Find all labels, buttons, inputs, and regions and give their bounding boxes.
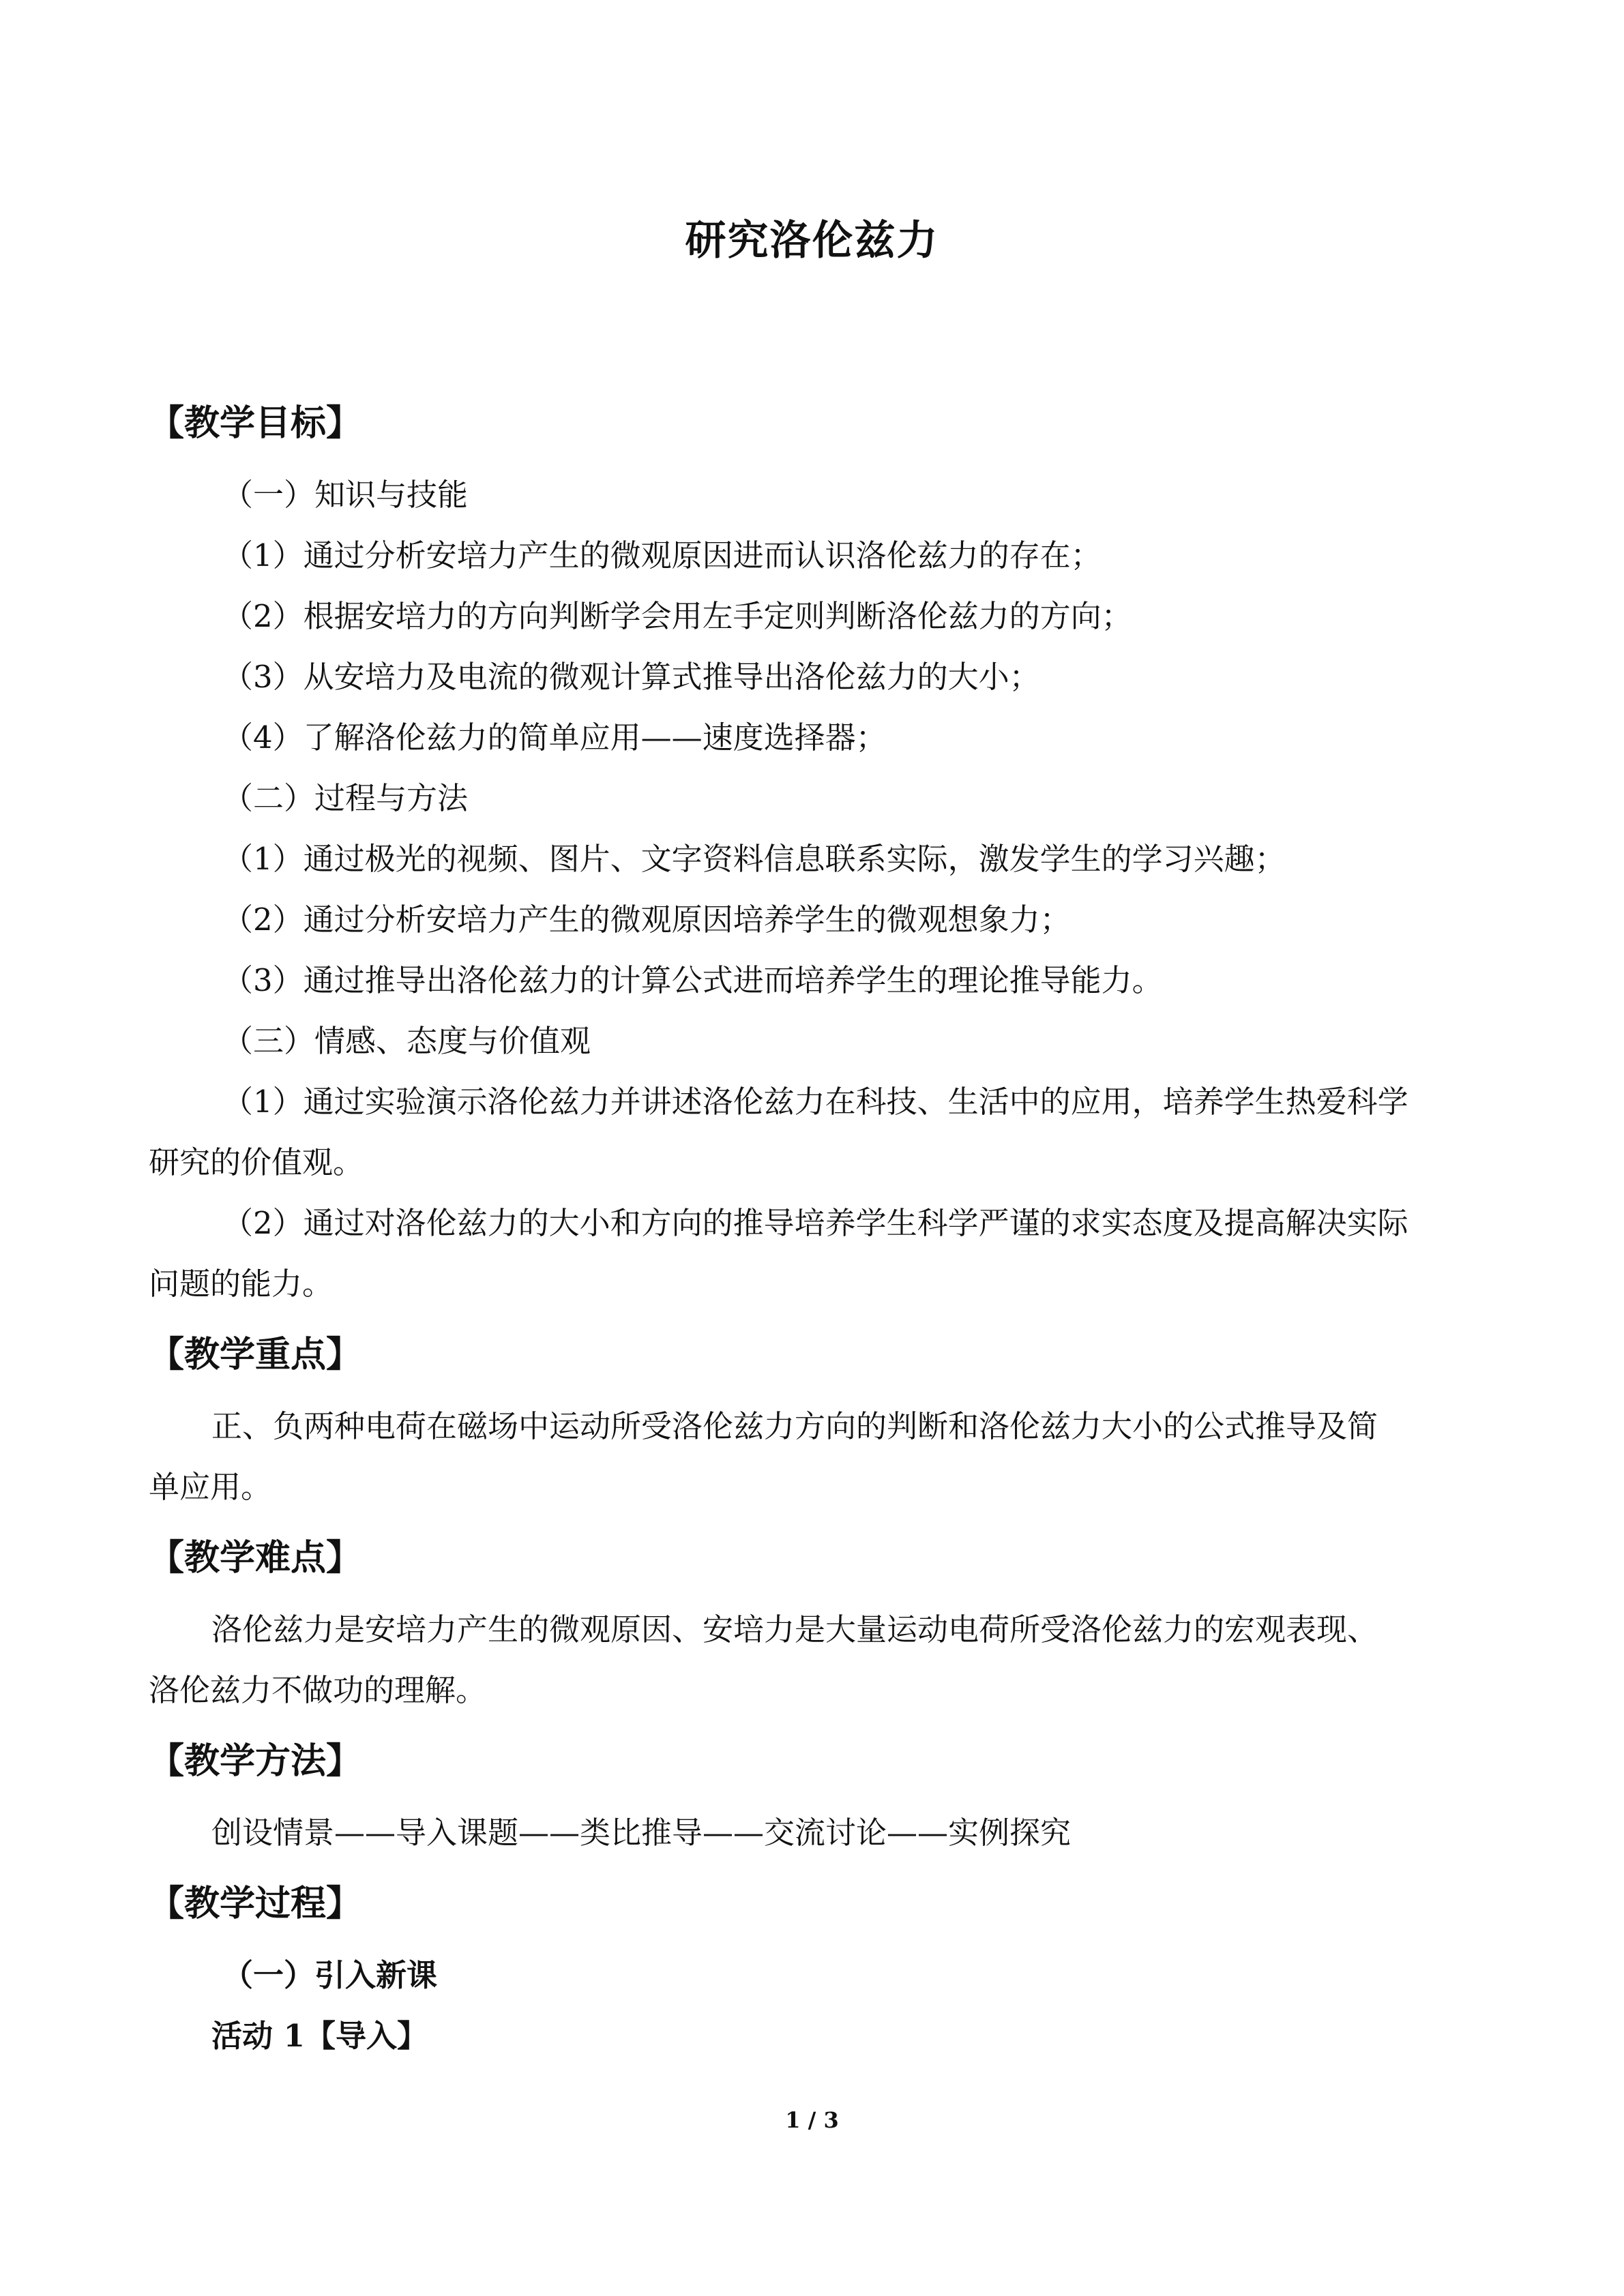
- page-number: 1 / 3: [785, 2107, 839, 2133]
- objectives-line: （4）了解洛伦兹力的简单应用——速度选择器；: [222, 719, 887, 756]
- objectives-line: （3）通过推导出洛伦兹力的计算公式进而培养学生的理论推导能力。: [222, 962, 1163, 998]
- objectives-line: （1）通过分析安培力产生的微观原因进而认识洛伦兹力的存在；: [222, 537, 1102, 573]
- objectives-line: 研究的价值观。: [149, 1144, 364, 1180]
- objectives-heading: 【教学目标】: [149, 403, 362, 444]
- objectives-line: （2）通过对洛伦兹力的大小和方向的推导培养学生科学严谨的求实态度及提高解决实际: [222, 1205, 1408, 1241]
- difficulties-line: 洛伦兹力不做功的理解。: [149, 1672, 487, 1708]
- key-points-heading: 【教学重点】: [149, 1335, 362, 1375]
- objectives-line: （三）情感、态度与价值观: [222, 1023, 591, 1059]
- objectives-line: （2）根据安培力的方向判断学会用左手定则判断洛伦兹力的方向；: [222, 598, 1132, 634]
- process-activity: 活动 1【导入】: [211, 2018, 428, 2054]
- process-subheading: （一）引入新课: [222, 1957, 438, 1993]
- objectives-line: （3）从安培力及电流的微观计算式推导出洛伦兹力的大小；: [222, 659, 1040, 695]
- document-title: 研究洛伦兹力: [685, 217, 939, 265]
- objectives-line: （1）通过极光的视频、图片、文字资料信息联系实际，激发学生的学习兴趣；: [222, 841, 1286, 877]
- difficulties-heading: 【教学难点】: [149, 1538, 362, 1579]
- objectives-line: （二）过程与方法: [222, 780, 469, 816]
- difficulties-line: 洛伦兹力是安培力产生的微观原因、安培力是大量运动电荷所受洛伦兹力的宏观表现、: [211, 1611, 1378, 1648]
- process-heading: 【教学过程】: [149, 1883, 362, 1924]
- objectives-line: 问题的能力。: [149, 1266, 334, 1302]
- objectives-line: （一）知识与技能: [222, 477, 469, 513]
- objectives-line: （2）通过分析安培力产生的微观原因培养学生的微观想象力；: [222, 901, 1071, 938]
- key-points-line: 正、负两种电荷在磁场中运动所受洛伦兹力方向的判断和洛伦兹力大小的公式推导及简: [211, 1408, 1378, 1444]
- objectives-line: （1）通过实验演示洛伦兹力并讲述洛伦兹力在科技、生活中的应用，培养学生热爱科学: [222, 1084, 1408, 1120]
- key-points-line: 单应用。: [149, 1469, 272, 1505]
- methods-heading: 【教学方法】: [149, 1741, 362, 1782]
- methods-line: 创设情景——导入课题——类比推导——交流讨论——实例探究: [211, 1815, 1072, 1851]
